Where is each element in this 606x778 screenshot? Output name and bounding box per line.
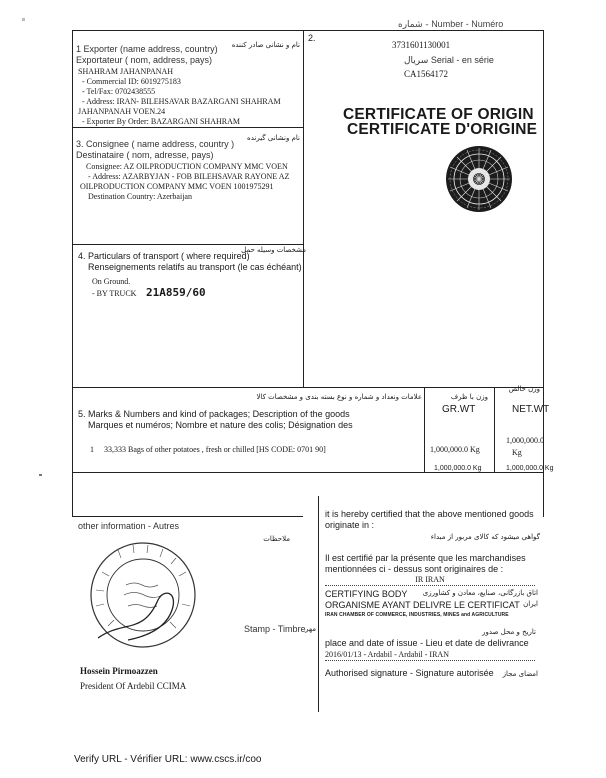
signatory-title: President Of Ardebil CCIMA bbox=[80, 681, 187, 691]
divider-exporter-consignee bbox=[73, 127, 304, 128]
consignee-line: OILPRODUCTION COMPANY MMC VOEN 1001975291 bbox=[80, 182, 274, 191]
divider-goods-top bbox=[73, 387, 544, 388]
serial-value: CA1564172 bbox=[404, 69, 449, 79]
divider-certification bbox=[318, 496, 319, 712]
net-label: NET.WT bbox=[512, 404, 550, 415]
certification-text-fa: گواهی میشود که کالای مربور از مبداء bbox=[430, 533, 540, 541]
net-label-fa: وزن خالص bbox=[508, 385, 540, 393]
certification-text-en: it is hereby certified that the above mentioned goods bbox=[325, 509, 534, 519]
chamber-stamp bbox=[88, 540, 198, 650]
certifying-body-label: CERTIFYING BODY bbox=[325, 589, 408, 599]
exporter-line: - Exporter By Order: BAZARGANI SHAHRAM bbox=[82, 117, 240, 126]
transport-line-ground: On Ground. bbox=[92, 277, 131, 286]
frame-left bbox=[72, 30, 73, 517]
scan-speck bbox=[39, 474, 42, 476]
number-label-fa: شماره - bbox=[398, 20, 429, 30]
divider-goods-bottom bbox=[73, 472, 544, 473]
place-date-label: place and date of issue - Lieu et date de delivrance bbox=[325, 638, 529, 648]
goods-row-number: 1 bbox=[90, 445, 94, 454]
stamp-label-fa: مهر bbox=[305, 625, 316, 633]
place-label-fa: تاریخ و محل صدور bbox=[482, 628, 536, 636]
serial-label bbox=[404, 55, 494, 67]
gross-label: GR.WT bbox=[442, 404, 476, 415]
number-value: 3731601130001 bbox=[392, 40, 451, 50]
certifying-body-fa: اتاق بازرگانی، صنایع، معادن و کشاورزی ایران bbox=[422, 589, 538, 608]
stamp-label: Stamp - Timbre bbox=[244, 624, 306, 634]
goods-heading-fa: علامات ونعداد و شماره و نوع بسته بندی و مشخصات کالا bbox=[256, 393, 422, 401]
exporter-line: JAHANPANAH VOEN.24 bbox=[78, 107, 166, 116]
place-date-value: 2016/01/13 - Ardabil - Ardabil - IRAN bbox=[325, 650, 535, 661]
serial-label-fa: سریال bbox=[404, 56, 429, 66]
origin-value: IR IRAN bbox=[325, 575, 535, 586]
exporter-line: - Tel/Fax: 0702438555 bbox=[82, 87, 156, 96]
goods-row-net-unit: Kg bbox=[512, 448, 522, 457]
exporter-heading-fa: نام و نشانی صادر کننده bbox=[231, 41, 300, 49]
consignee-line: Destination Country: Azerbaijan bbox=[88, 192, 192, 201]
goods-heading: 5. Marks & Numbers and kind of packages; Description of the goods bbox=[78, 409, 350, 419]
certification-text-fr: Il est certifié par la présente que les marchandises bbox=[325, 553, 526, 563]
number-label-text: Number - Numéro bbox=[431, 19, 504, 29]
certification-text-fr-2: mentionnées ci - dessus sont originaires de : bbox=[325, 564, 504, 574]
transport-heading: 4. Particulars of transport ( where required) bbox=[78, 251, 250, 261]
goods-row-gross: 1,000,000.0 Kg bbox=[430, 445, 480, 454]
other-information-label: other information - Autres bbox=[78, 521, 180, 531]
signatory-name: Hossein Pirmoazzen bbox=[80, 666, 158, 676]
authorised-signature-fa: امضای مجاز bbox=[502, 670, 538, 678]
other-information-label-fa: ملاحظات bbox=[263, 535, 290, 543]
number-label bbox=[398, 19, 503, 31]
transport-heading-fa: مشخصات وسیله حمل bbox=[241, 246, 306, 254]
exporter-heading-fr: Exportateur ( nom, address, pays) bbox=[76, 55, 213, 65]
consignee-heading-fa: نام ونشانی گیرنده bbox=[247, 134, 300, 142]
authorised-signature-label: Authorised signature - Signature autorisée bbox=[325, 668, 494, 678]
goods-total-net: 1,000,000.0 Kg bbox=[506, 465, 554, 472]
goods-heading-fr: Marques et numéros; Nombre et nature des colis; Désignation des bbox=[88, 420, 353, 430]
box-number-2: 2. bbox=[308, 33, 316, 43]
exporter-heading: 1 Exporter (name address, country) bbox=[76, 44, 218, 54]
divider-net-column bbox=[494, 387, 495, 473]
gross-label-fa: وزن با ظرف bbox=[450, 393, 488, 401]
transport-heading-fr: Renseignements relatifs au transport (le cas échéant) bbox=[88, 262, 302, 272]
exporter-line: - Commercial ID: 6019275183 bbox=[82, 77, 181, 86]
truck-number: 21A859/60 bbox=[146, 286, 206, 299]
consignee-heading-fr: Destinataire ( nom, adresse, pays) bbox=[76, 150, 214, 160]
serial-label-text: Serial - en série bbox=[430, 55, 494, 65]
exporter-line: SHAHRAM JAHANPANAH bbox=[78, 67, 174, 76]
verify-url: Verify URL - Vérifier URL: www.cscs.ir/coo bbox=[74, 754, 262, 765]
goods-row-description: 33,333 Bags of other potatoes , fresh or chilled [HS CODE: 0701 90] bbox=[104, 445, 326, 454]
security-seal-emblem bbox=[445, 145, 513, 213]
divider-footer-top bbox=[73, 516, 303, 517]
goods-row-net: 1,000,000.0 bbox=[506, 436, 544, 445]
title-english: CERTIFICATE OF ORIGIN bbox=[343, 106, 534, 123]
security-seal-svg bbox=[445, 145, 513, 213]
transport-line-truck: - BY TRUCK bbox=[92, 289, 137, 298]
certification-text-en-2: originate in : bbox=[325, 520, 375, 530]
divider-gross-column bbox=[424, 387, 425, 473]
chamber-stamp-svg bbox=[88, 540, 198, 650]
center-divider bbox=[303, 30, 304, 387]
goods-total-gross: 1,000,000.0 Kg bbox=[434, 465, 482, 472]
consignee-heading: 3. Consignee ( name address, country ) bbox=[76, 139, 235, 149]
chamber-name: IRAN CHAMBER OF COMMERCE, INDUSTRIES, MINES and AGRICULTURE bbox=[325, 612, 509, 618]
consignee-line: Consignee: AZ OILPRODUCTION COMPANY MMC VOEN bbox=[86, 162, 288, 171]
title-french: CERTIFICATE D'ORIGINE bbox=[347, 121, 538, 138]
exporter-line: - Address: IRAN- BILEHSAVAR BAZARGANI SHAHRAM bbox=[82, 97, 281, 106]
scan-speck bbox=[22, 18, 25, 21]
consignee-line: - Address: AZARBYJAN - FOB BILEHSAVAR RAYONE AZ bbox=[88, 172, 290, 181]
certifying-body-fr: ORGANISME AYANT DELIVRE LE CERTIFICAT bbox=[325, 600, 520, 610]
